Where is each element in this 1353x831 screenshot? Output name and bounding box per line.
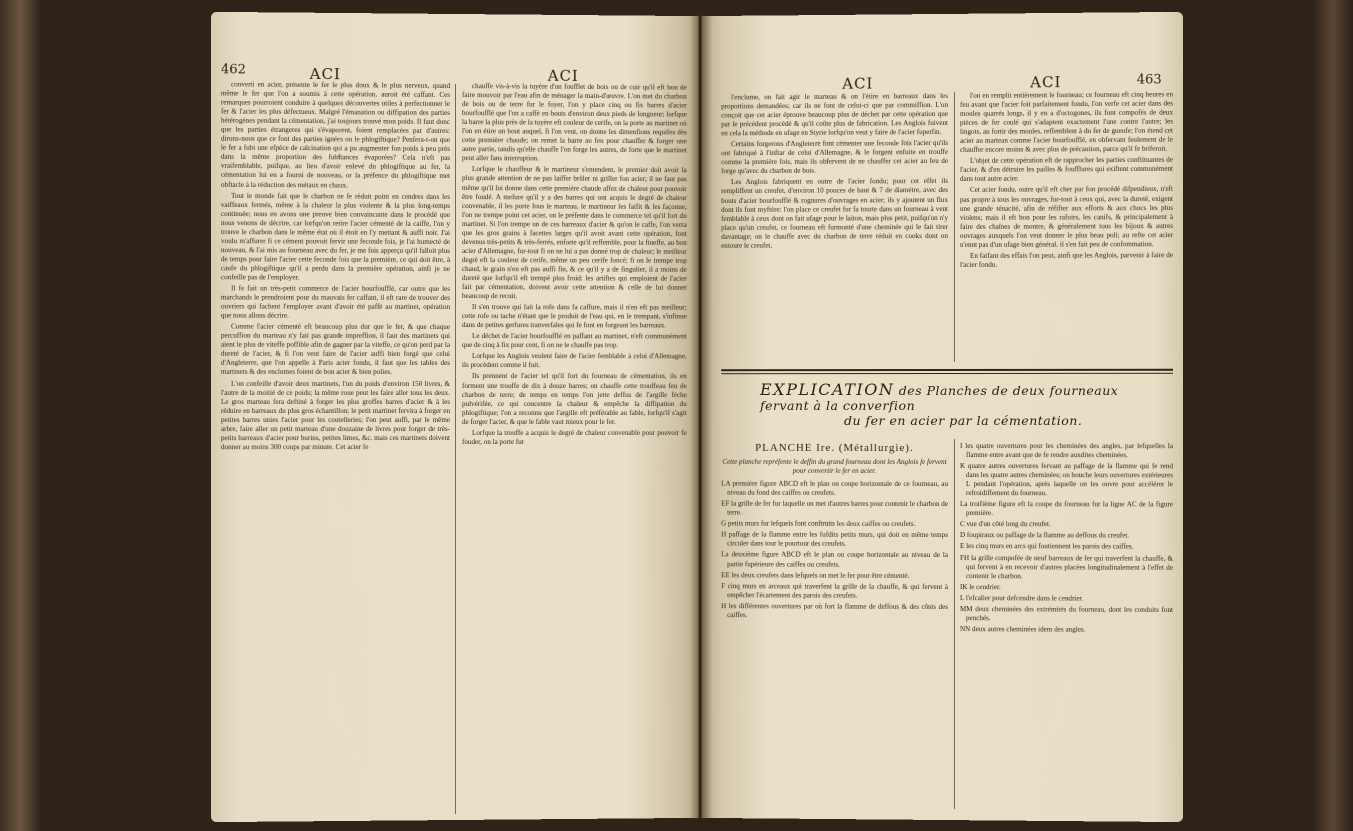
column-divider	[954, 439, 955, 809]
paragraph: Cet acier fondu, outre qu'il eft cher par fon procédé difpendieux, n'eft pas propre à tous les ouvrages, fur-tout à ceux qui, avec la dureté, exigent une grande ténacité, afin de réfifter aux efforts & aux chocs les plus violens; mais il eft bon pour les rafoirs, les canifs, & principalement à faire des chaînes de montre, & généralement tous les bijoux & autres ouvrages auxquels l'on veut donner le plus beau poli; au refte cet acier n'ennt pas d'un ufage bien général, il s'en fait peu de confommation.	[959, 185, 1174, 249]
book-gutter	[690, 14, 712, 820]
explication-left-column	[721, 442, 948, 623]
legend-item: La deuxième figure ABCD eft le plan ou coupe horizontale au niveau de la partie fupérieure des caiffes ou creufets.	[721, 550, 948, 569]
legend-item: L l'efcalier pour defcendre dans le cendrier.	[959, 593, 1084, 603]
paragraph: Il s'en trouve qui fait la rofe dans fa caffure, mais il n'en eft pas meilleur; cette rofe ou tache n'étant que le produit de l'eau qui, en le trempant, s'infinue dans de petites gerfures tranverfales qui fe font en forgeant les barreaux.	[461, 303, 687, 330]
paragraph: chauffe vis-à-vis la tuyère d'un foufflet de bois ou de cuir qu'il eft bon de faire mouvoir par l'eau afin de ménager la main-d'œuvre. L'on met du charbon de bois ou de terre fur le foyer, l'on y place cinq ou fix barres d'acier bourfoufflé que l'on a caffé en bouts d'environ deux pieds de longueur; lorfque la barre la plus près de la tuyère eft couleur de cerife, on la porte au martinet où l'on en étire un bout auquel, fi l'on veut, on donne les dimenfions requifes dès cette première chaude; on remet la barre au feu pour chauffer & forger une autre partie, tandis qu'elle chauffe l'on forge les autres, de forte que le martinet peut aller fans interruption.	[461, 82, 687, 163]
legend-item: MM deux cheminées des extrémités du fourneau, dont les conduits font penchés.	[959, 604, 1174, 623]
left-column-2	[462, 82, 687, 449]
running-head-left-col2: ACI	[547, 66, 579, 85]
section-rule-thin	[721, 373, 1173, 374]
explication-title-rest: des Planches de deux fourneaux fervant à la converfion	[760, 383, 1119, 413]
paragraph: L'objet de cette opération eft de rapprocher les parties conftituantes de l'acier, & d'en détruire les pailles & foufflures qui exiftent communément dans tout autre acier.	[959, 156, 1174, 184]
right-column-1	[721, 92, 948, 253]
paragraph: Tout le monde fait que le charbon ne fe réduit point en cendres dans les vaiffeaux fermés, même à la chaleur la plus violente & la plus long-temps continuée; nous en avons une preuve bien convaincante dans le procédé que nous venons de décrire, car lorfqu'on retire l'acier cémenté de la caiffe, l'on y trouve le charbon dans le même état où il étoit en l'y mettant & auffi noir. J'ai voulu m'affurer fi ce cément pouvoit fervir une feconde fois, je l'ai humecté de nouveau, & l'ai mis au fourneau avec du fer, je me fuis apperçu qu'il falloit plus de temps pour faire l'acier cette feconde fois que la première, ce qui doit être, à caufe du phlogiftique qu'il a perdu dans la première opération, ainfi je ne confeille pas de l'employer.	[220, 191, 451, 282]
paragraph: l'enclume, on fait agir le marteau & on l'étire en barreaux dans les proportions demandées; car ils ne font de celui-ci que par commiffion. L'on conçoit que cet acier éprouve beaucoup plus de déchet par cette opération que par le précédent procédé & qu'il coûte plus de fabrication. Les Anglois fuivent en cela la méthode en ufage en Styrie lorfqu'on veut y faire de l'acier fuperfin.	[721, 91, 948, 138]
legend-item: IK le cendrier.	[959, 582, 1001, 591]
legend-item: LA première figure ABCD eft le plan ou coupe horizontale de ce fourneau, au niveau du fond des caiffes ou creufets.	[721, 479, 948, 498]
paragraph: Ils prennent de l'acier tel qu'il fort du fourneau de cémentation, ils en forment une trouffe de dix à douze barres; on chauffe cette trouffeau feu de charbon de terre; de temps en temps l'on jette deffus de l'argille fèche pulvérifée, ce qui concentre la chaleur & empêche la diffipation du phlogiftique; l'on a reconnu que l'argille eft préférable au fable, lorfqu'il s'agit de forger l'acier, & que le fable vaut mieux pour le fer.	[461, 372, 687, 426]
legend-item: I les quatre ouvertures pour les cheminées des angles, par lefquelles la flamme entre avant que de fe rendre auxdites cheminées.	[959, 442, 1174, 460]
legend-item: G petits murs fur lefquels font conftruits les deux caiffes ou creufets.	[721, 519, 916, 529]
legend-item: E les cinq murs en arcs qui foutiennent les parois des caiffes.	[959, 542, 1134, 552]
paragraph: Il fe fait un très-petit commerce de l'acier bourfoufflé, car outre que les marchands le prendroient pour du mauvais fer caffant, il eft rare de trouver des ouvriers qui fachent l'employer avant d'avoir été paffé au martinet, opération que nous allons décrire.	[220, 284, 451, 320]
paragraph: l'on en remplit entièrement le fourneau; ce fourneau eft cinq heures en feu avant que l'acier foit parfaitement fondu, l'on verfe cet acier dans des moules quarrés longs, il y en a d'octogones, ils font compofés de deux pièces de fer coulé qui s'adaptent exactement l'une contre l'autre; les lingots, au fortir des moules, reffemblent à du fer de gueufe; l'on étend cet acier au martean comme l'acier bourfoufflé, en obfervant feulement de le chauffer encore moins & avec plus de précaution, parce qu'il fe briferoit.	[959, 90, 1174, 155]
running-head-right-col1: ACI	[842, 74, 874, 93]
plate-caption: Cette planche repréfente le deffin du grand fourneau dont les Anglois fe fervent pour convertir le fer en acier.	[722, 457, 947, 476]
legend-item: D foupiraux ou paffage de la flamme au deffous du creufet.	[959, 531, 1130, 540]
legend-item: K quatre autres ouvertures fervant au paffage de la flamme qui fe rend dans les quatre autres cheminées; on bouche leurs ouvertures extérieures L pendant l'opération, après laquelle on les ouvre pour accélérer le refroidiffement du fourneau.	[959, 462, 1174, 498]
paragraph: Comme l'acier cémenté eft beaucoup plus dur que le fer, & que chaque percuffion du marteau n'y fait pas grande impreffion, il faut des martinets qui aient le plus de viteffe poffible afin de gagner par la viteffe, ce qu'on perd par la dureté de l'acier, & fi l'on veut faire de l'acier auffi bien forgé que celui d'Angleterre, que l'on appelle à Paris acier fondu, il faut que les tables des martinets & des enclumes foient de bon acier & bien polies.	[220, 322, 451, 377]
section-rule	[721, 369, 1173, 371]
paragraph: Lorfque le chauffeur & le martineur s'entendent, le premier doit avoir la plus grande attention de ne pas laiffer brûler ni griller fon acier; il ne faut pas même qu'il lui donne dans cette première chaude affez de chaleur pour pouvoir être foudé. A mefure qu'il y a des barres qui ont acquis le degré de chaleur convenable, il les porte fous le marteau, le martineur les faifit & les façonne, l'on ne trempe point cet acier, on le préfente dans le commerce tel qu'il fort du martinet. Si l'on trempe un de ces barreaux d'acier & qu'on le caffe, l'on verra que les gros grains à facettes larges qu'il avoit avant cette opération, font devenus très-petits & très-ferrés, enforte qu'il reffemble, pour la fineffe, au bon acier d'Allemagne, fur-tout fi on ne lui a pas donné trop de chaleur; le meilleur degré eft la couleur de cerife, même un peu cerife foncé; fi on le trempe trop chaud, le grain n'en eft pas auffi fin, & ce qu'il y a de fingulier, il a moins de dureté que lorfqu'il eft trempé plus froid: les artiftes qui emploient de l'acier fait par cémentation, doivent avoir cette attention & celle de lui donner beaucoup de recuit.	[461, 165, 687, 301]
paragraph: converti en acier, présente le fer le plus doux & le plus nerveux, quand même le fer que l'on a soumis à cette opération, auroit été caffant. Ces remarques pourroient conduire à quelques découvertes utiles à perfectionner le fer & l'acier les plus défectueux. Malgré l'émanation ou diffipation des parties hétérogènes pendant la cémentation, j'ai toujours trouvé mon poids. Il faut donc que les parties étrangeres qui s'évaporent, foient remplacées par d'autres: dirons-nous que ce font des parties ignées ou le phlogiftique? Penfera-t-on que le fer a fubi une efpèce de calcination qui a pu augmenter fon poids à peu près dans la même proportion des fubftances évaporées? Cela n'eft pas vraifemblable, puifque, au lieu d'avoir enlevé du phlogiftique au fer, la cémentation lui en a fourni de nouveau, or la préfence du phlogiftique met obftacle à la réduction des métaux en chaux.	[220, 80, 451, 189]
running-head-left-col1: ACI	[309, 64, 342, 84]
paragraph: Les Anglois fabriquent en outre de l'acier fondu; pour cet effet ils rempliffent un creufet, d'environ 10 pouces de haut & 7 de diamètre, avec des bouts d'acier bourfoufflé & rognures d'ouvrages en acier; ils y ajoutent un flux dont ils font myftère: l'on place ce creufet fur fa tourte dans un fourneau à vent femblable à ceux dont on fait ufage pour le laiton, mais plus petit, puifqu'on n'y place qu'un creufet, ce fourneau eft furmonté d'une cheminée qui le fait tirer davantage; on le chauffe avec du charbon de terre réduit en cooks dont on entoure le creufet,	[721, 177, 948, 250]
left-page	[211, 12, 699, 822]
explication-title-line2: du fer en acier par la cémentation.	[844, 413, 1083, 428]
legend-item: La troifième figure eft la coupe du fourneau fur la ligne AC de la figure première.	[959, 500, 1174, 518]
legend-item: F cinq murs en arceaux qui traverfent la grille de la chauffe, & qui fervent à empêcher l'écartement des parois des creufets.	[721, 581, 948, 600]
paragraph: Lorfque la trouffe a acquis le degré de chaleur convenable pour pouvoir fe fouder, on la porte fur	[461, 428, 687, 446]
legend-item: C vue d'un côté long du creufet.	[959, 520, 1051, 529]
running-head-right-col2: ACI	[1030, 73, 1062, 92]
legend-item: EE les deux creufets dans lefquels on met le fer pour être cémenté.	[721, 570, 910, 580]
paragraph: L'on confeille d'avoir deux martinets, l'un du poids d'environ 150 livres, & l'autre de la moitié de ce poids; la même roue peut les faire aller tous les deux. Le gros marteau fera deftiné à forger les plus groffes barres d'acier & à les réduire en barreaux du plus gros échantillon; le petit martinet fervira à forger en petites barres unies l'acier pour les coutelleries; l'on peut auffi, par le même arbre, faire aller un petit marteau d'une douzaine de livres pour forger de très-petits barreaux d'acier pour burins, petites limes, &c. mais ces martinets doivent donner au moins 300 coups par minute. Cet acier fe	[220, 379, 451, 452]
explication-right-column	[960, 442, 1173, 637]
page-number-left: 462	[220, 62, 246, 78]
column-divider	[954, 92, 955, 362]
paragraph: Certains forgerons d'Angleterre font cémenter une feconde fois l'acier qu'ils ont fabriqué à l'inftar de celui d'Allemagne, & le forgent enfuite en trouffe comme la première fois, mais ils obfervent de ne chauffer cet acier au feu de forge qu'avec du charbon de bois.	[721, 139, 948, 176]
legend-item: FH la grille compofée de neuf barreaux de fer qui traverfent la chauffe, & qui fervent à en recevoir d'autres placées longitudinalement à l'effet de contenir le charbon.	[959, 553, 1174, 580]
page-number-right: 463	[1136, 72, 1162, 88]
paragraph: En faifant des effais l'on peut, ainfi que les Anglois, parvenir à faire de l'acier fondu.	[959, 250, 1174, 269]
plate-heading: PLANCHE Ire. (Métallurgie).	[755, 441, 914, 454]
legend-item: H paffage de la flamme entre les fufdits petits murs, qui doit en même temps circuler dans tour le pourtour des creufets.	[721, 530, 948, 549]
paragraph: Le déchet de l'acier bourfoufflé en paffant au martinet, n'eft communément que de cinq à fix pour cent, fi on ne le chauffe pas trop.	[461, 332, 687, 350]
paragraph: Lorfque les Anglois veulent faire de l'acier femblable à celui d'Allemagne, ils procèdent comme il fuit.	[461, 352, 687, 370]
left-column-1	[221, 80, 450, 454]
legend-item: H les différentes ouvertures par où fort la flamme de deffous & des côtés des caiffes.	[721, 601, 948, 619]
right-column-2	[960, 90, 1173, 271]
explication-title	[760, 382, 1160, 428]
explication-title-main: EXPLICATION	[760, 380, 895, 399]
column-divider	[455, 84, 456, 814]
legend-item: EF la grille de fer fur laquelle on met d'autres barres pour contenir le charbon de terre.	[721, 499, 948, 517]
legend-item: NN deux autres cheminées idem des angles.	[959, 624, 1086, 634]
